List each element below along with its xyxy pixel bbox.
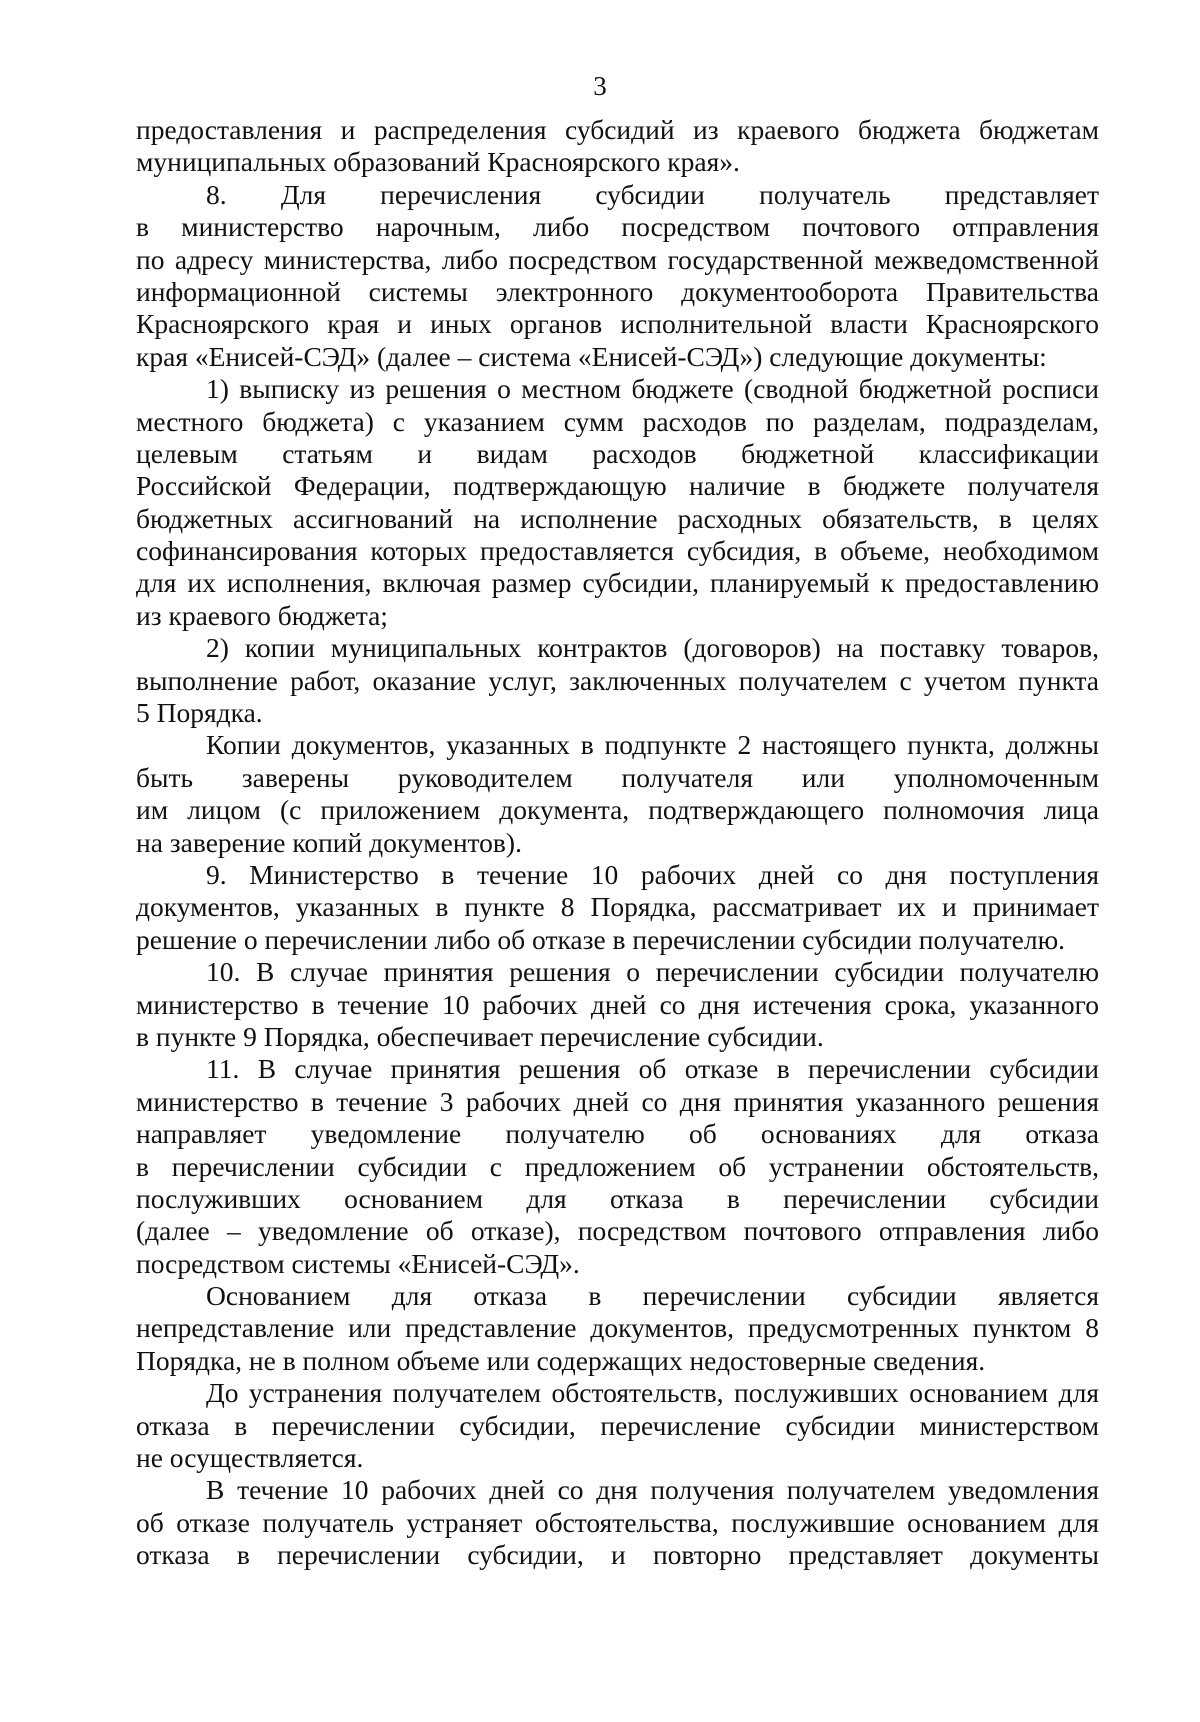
- document-body: [136, 114, 1099, 1572]
- text-line: им лицом (с приложением документа, подтверждающего полномочия лица: [136, 794, 1099, 826]
- text-line: До устранения получателем обстоятельств, послуживших основанием для: [206, 1377, 1099, 1409]
- text-line: документов, указанных в пункте 8 Порядка, рассматривает их и принимает: [136, 891, 1099, 923]
- text-line: Российской Федерации, подтверждающую наличие в бюджете получателя: [136, 470, 1099, 502]
- text-line: в пункте 9 Порядка, обеспечивает перечисление субсидии.: [136, 1020, 824, 1052]
- text-line: В течение 10 рабочих дней со дня получения получателем уведомления: [206, 1474, 1099, 1506]
- text-line: софинансирования которых предоставляется субсидия, в объеме, необходимом: [136, 535, 1099, 567]
- text-line: Основанием для отказа в перечислении субсидии является: [206, 1280, 1099, 1312]
- text-line: для их исполнения, включая размер субсидии, планируемый к предоставлению: [136, 567, 1099, 599]
- text-line: министерство в течение 10 рабочих дней со дня истечения срока, указанного: [136, 988, 1099, 1020]
- text-line: министерство в течение 3 рабочих дней со дня принятия указанного решения: [136, 1085, 1099, 1117]
- text-line: не осуществляется.: [136, 1442, 364, 1474]
- text-line: предоставления и распределения субсидий из краевого бюджета бюджетам: [136, 114, 1099, 145]
- text-line: 10. В случае принятия решения о перечислении субсидии получателю: [206, 956, 1099, 988]
- text-line: 11. В случае принятия решения об отказе в перечислении субсидии: [206, 1053, 1099, 1085]
- text-line: Копии документов, указанных в подпункте 2 настоящего пункта, должны: [206, 729, 1099, 761]
- text-line: послуживших основанием для отказа в перечислении субсидии: [136, 1182, 1099, 1214]
- text-line: 1) выписку из решения о местном бюджете (сводной бюджетной росписи: [206, 373, 1099, 405]
- text-line: местного бюджета) с указанием сумм расходов по разделам, подразделам,: [136, 405, 1099, 437]
- text-line: непредставление или представление документов, предусмотренных пунктом 8: [136, 1312, 1099, 1344]
- text-line: посредством системы «Енисей-СЭД».: [136, 1247, 580, 1279]
- text-line: об отказе получатель устраняет обстоятельства, послужившие основанием для: [136, 1506, 1099, 1538]
- text-line: в министерство нарочным, либо посредством почтового отправления: [136, 211, 1099, 243]
- text-line: решение о перечислении либо об отказе в перечислении субсидии получателю.: [136, 923, 1066, 955]
- text-line: края «Енисей-СЭД» (далее – система «Енисей-СЭД») следующие документы:: [136, 340, 1047, 372]
- text-line: целевым статьям и видам расходов бюджетной классификации: [136, 437, 1099, 469]
- text-line: 8. Для перечисления субсидии получатель представляет: [206, 178, 1099, 210]
- text-line: муниципальных образований Красноярского края».: [136, 146, 740, 178]
- text-line: выполнение работ, оказание услуг, заключенных получателем с учетом пункта: [136, 664, 1099, 696]
- text-line: (далее – уведомление об отказе), посредством почтового отправления либо: [136, 1215, 1099, 1247]
- text-line: информационной системы электронного документооборота Правительства: [136, 275, 1099, 307]
- text-line: быть заверены руководителем получателя или уполномоченным: [136, 761, 1099, 793]
- text-line: 9. Министерство в течение 10 рабочих дней со дня поступления: [206, 858, 1099, 890]
- text-line: из краевого бюджета;: [136, 599, 388, 631]
- text-line: Красноярского края и иных органов исполнительной власти Красноярского: [136, 308, 1099, 340]
- text-line: бюджетных ассигнований на исполнение расходных обязательств, в целях: [136, 502, 1099, 534]
- text-line: на заверение копий документов).: [136, 826, 522, 858]
- text-line: Порядка, не в полном объеме или содержащих недостоверные сведения.: [136, 1344, 986, 1376]
- text-line: в перечислении субсидии с предложением об устранении обстоятельств,: [136, 1150, 1099, 1182]
- text-line: 5 Порядка.: [136, 697, 263, 729]
- text-line: по адресу министерства, либо посредством государственной межведомственной: [136, 243, 1099, 275]
- text-line: отказа в перечислении субсидии, и повторно представляет документы: [136, 1539, 1099, 1571]
- page-number: 3: [593, 71, 607, 101]
- text-line: 2) копии муниципальных контрактов (договоров) на поставку товаров,: [206, 632, 1099, 664]
- text-line: направляет уведомление получателю об основаниях для отказа: [136, 1118, 1099, 1150]
- text-line: отказа в перечислении субсидии, перечисление субсидии министерством: [136, 1409, 1099, 1441]
